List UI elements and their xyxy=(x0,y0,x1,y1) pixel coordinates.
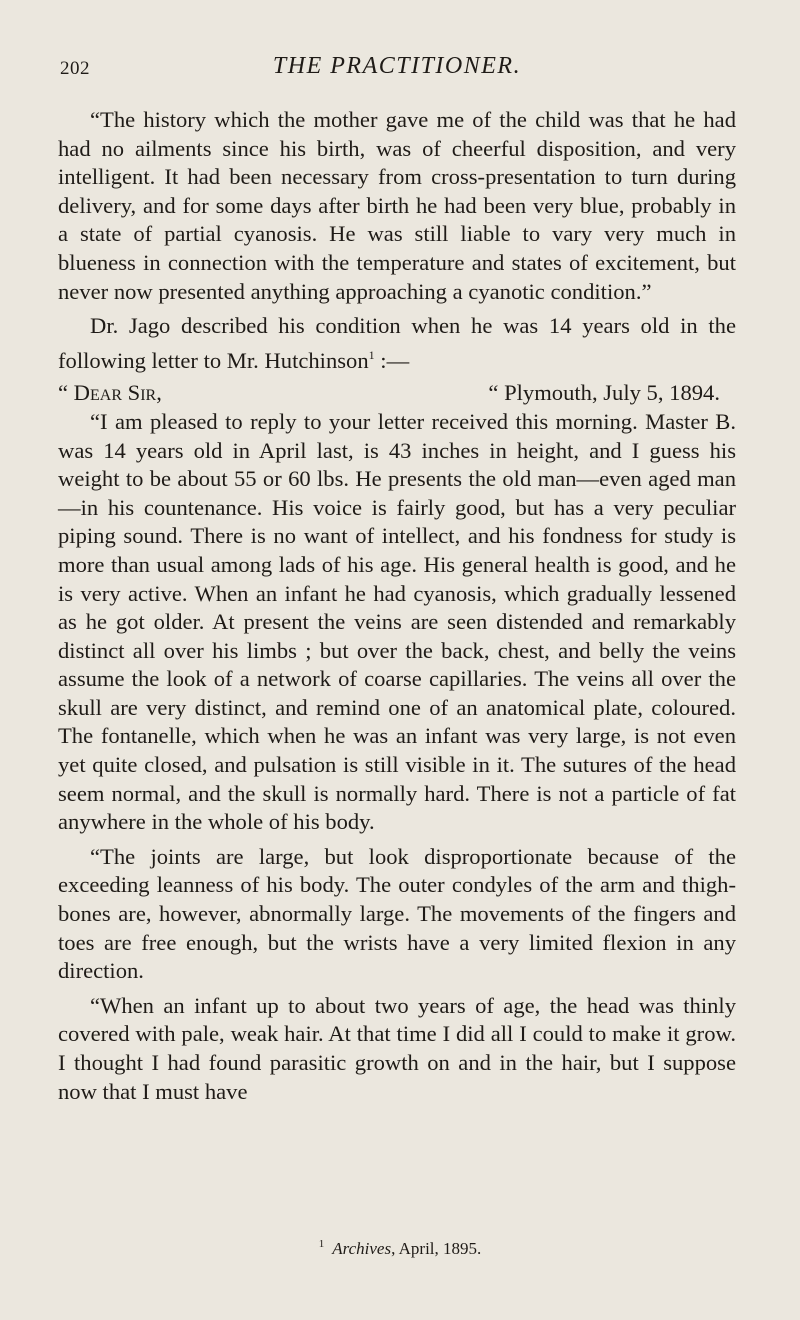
salutation: “ Dear Sir, xyxy=(58,380,162,406)
paragraph-letter-body: “I am pleased to reply to your letter received this morning. Master B. was 14 years old in April last, is 43 inches in height, and I guess his weight to be about 55 or 60 lbs. He presents the old man—even aged man—in his countenance. His voice is fairly good, but has a very peculiar piping sound. There is no want of intellect, and his fondness for study is more than usual among lads of his age. His general health is good, and he is very active. When an infant he had cyanosis, which gradually lessened as he got older. At present the veins are seen distended and remarkably distinct all over his limbs ; but over the back, chest, and belly the veins assume the look of a network of coarse capillaries. The veins all over the skull are very distinct, and remind one of an anatomical plate, coloured. The fontanelle, which when he was an infant was very large, is not even yet quite closed, and pulsation is still visible in it. The sutures of the head seem normal, and the skull is normally hard. There is not a particle of fat anywhere in the whole of his body. xyxy=(58,408,736,835)
footnote-rest: , April, 1895. xyxy=(391,1239,482,1258)
letter-heading xyxy=(58,379,736,408)
page-header xyxy=(58,52,736,86)
footnote-source: Archives xyxy=(332,1239,392,1258)
intro-letter-text: Dr. Jago described his condition when he was 14 years old in the following letter to Mr. Hutchinson xyxy=(58,313,736,373)
running-title: THE PRACTITIONER. xyxy=(272,53,522,79)
dateline: “ Plymouth, July 5, 1894. xyxy=(488,380,720,406)
paragraph-history: “The history which the mother gave me of the child was that he had had no ailments since his birth, was of cheerful disposition, and very intelligent. It had been necessary from cross-presentation to turn during delivery, and for some days after birth he had been very blue, probably in a state of partial cyanosis. He was still liable to vary very much in blueness in connection with the temperature and states of excitement, but never now presented anything approaching a cyanotic condition.” xyxy=(58,107,736,304)
intro-letter-tail: :— xyxy=(374,347,410,373)
footnote xyxy=(0,1238,800,1259)
footnote-mark: 1 xyxy=(318,1238,325,1250)
paragraph-intro-letter xyxy=(58,312,736,375)
body-text xyxy=(58,106,736,1106)
paragraph-joints: “The joints are large, but look disproportionate because of the exceeding leanness of his body. The outer condyles of the arm and thigh-bones are, however, abnormally large. The movements of the fingers and toes are free enough, but the wrists have a very limited flexion in any direction. xyxy=(58,843,736,984)
page-number: 202 xyxy=(60,58,90,79)
footnote-reference: 1 xyxy=(368,347,375,362)
paragraph-hair: “When an infant up to about two years of age, the head was thinly covered with pale, weak hair. At that time I did all I could to make it grow. I thought I had found parasitic growth on and in the hair, but I suppose now that I must have xyxy=(58,992,736,1104)
